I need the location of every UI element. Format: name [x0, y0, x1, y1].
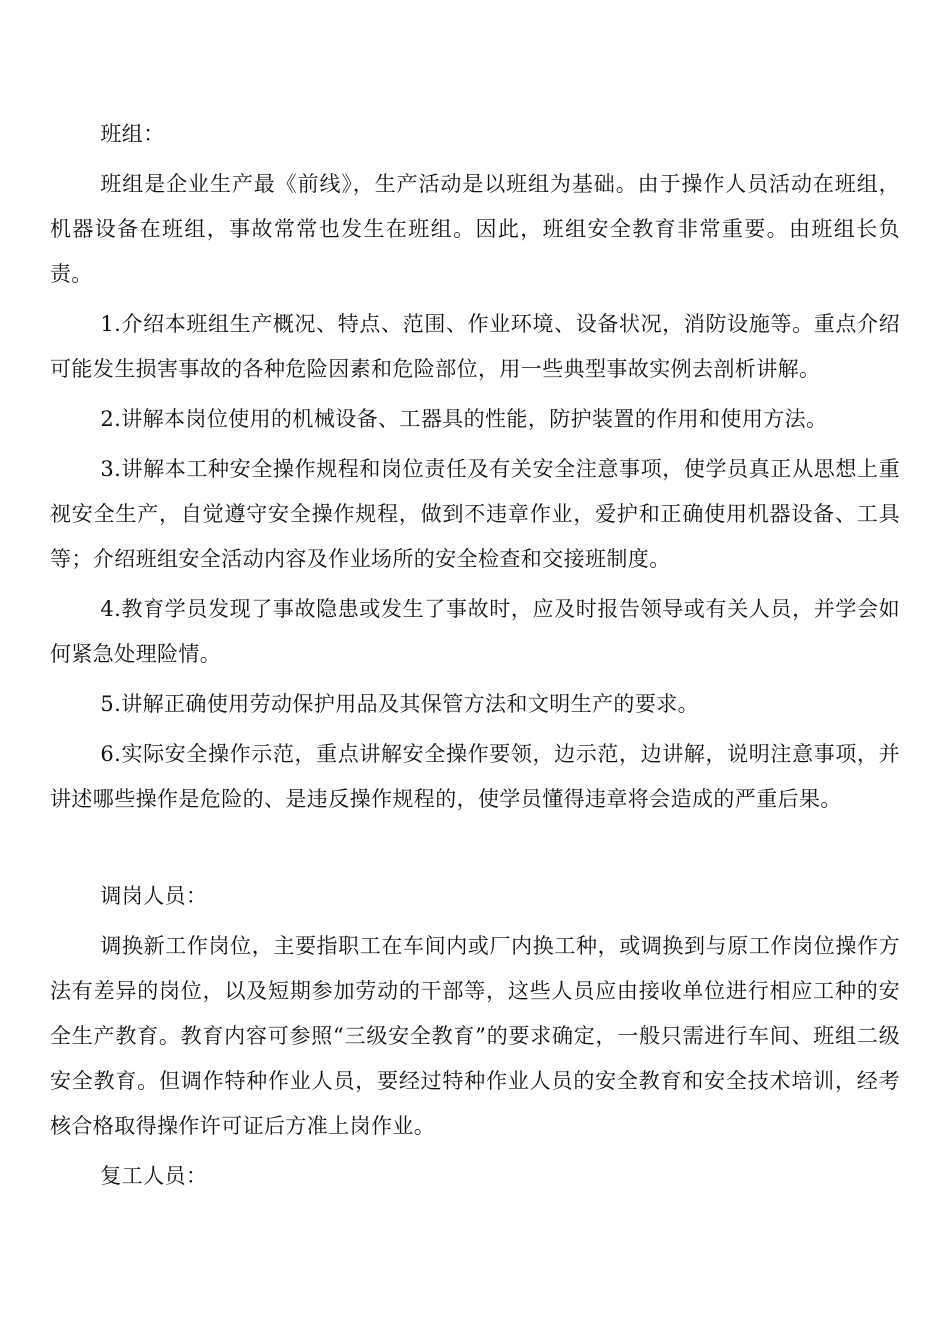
- paragraph-team-item-5: 5.讲解正确使用劳动保护用品及其保管方法和文明生产的要求。: [100, 692, 700, 716]
- section-heading-return: 复工人员：: [100, 1164, 208, 1188]
- section-heading-team: 班组：: [100, 122, 165, 146]
- paragraph-team-item-2: 2.讲解本岗位使用的机械设备、工器具的性能，防护装置的作用和使用方法。: [100, 407, 828, 431]
- paragraph-team-item-6: 6.实际安全操作示范，重点讲解安全操作要领，边示范，边讲解，说明注意事项，并讲述哪些操作是危险的、是违反操作规程的，使学员懂得违章将会造成的严重后果。: [50, 742, 900, 811]
- paragraph-team-intro: 班组是企业生产最《前线》，生产活动是以班组为基础。由于操作人员活动在班组，机器设备在班组，事故常常也发生在班组。因此，班组安全教育非常重要。由班组长负责。: [50, 172, 900, 286]
- document-body: [50, 112, 900, 1199]
- section-spacer: [50, 822, 900, 874]
- paragraph-team-item-3: 3.讲解本工种安全操作规程和岗位责任及有关安全注意事项，使学员真正从思想上重视安全生产，自觉遵守安全操作规程，做到不违章作业，爱护和正确使用机器设备、工具等；介绍班组安全活动内容及作业场所的安全检查和交接班制度。: [50, 457, 900, 571]
- paragraph-team-item-1: 1.介绍本班组生产概况、特点、范围、作业环境、设备状况，消防设施等。重点介绍可能发生损害事故的各种危险因素和危险部位，用一些典型事故实例去剖析讲解。: [50, 312, 900, 381]
- paragraph-transfer-body: 调换新工作岗位，主要指职工在车间内或厂内换工种，或调换到与原工作岗位操作方法有差异的岗位，以及短期参加劳动的干部等，这些人员应由接收单位进行相应工种的安全生产教育。教育内容可参照“三级安全教育”的要求确定，一般只需进行车间、班组二级安全教育。但调作特种作业人员，要经过特种作业人员的安全教育和安全技术培训，经考核合格取得操作许可证后方准上岗作业。: [50, 934, 900, 1138]
- paragraph-team-item-4: 4.教育学员发现了事故隐患或发生了事故时，应及时报告领导或有关人员，并学会如何紧急处理险情。: [50, 597, 900, 666]
- section-heading-transfer: 调岗人员：: [100, 884, 208, 908]
